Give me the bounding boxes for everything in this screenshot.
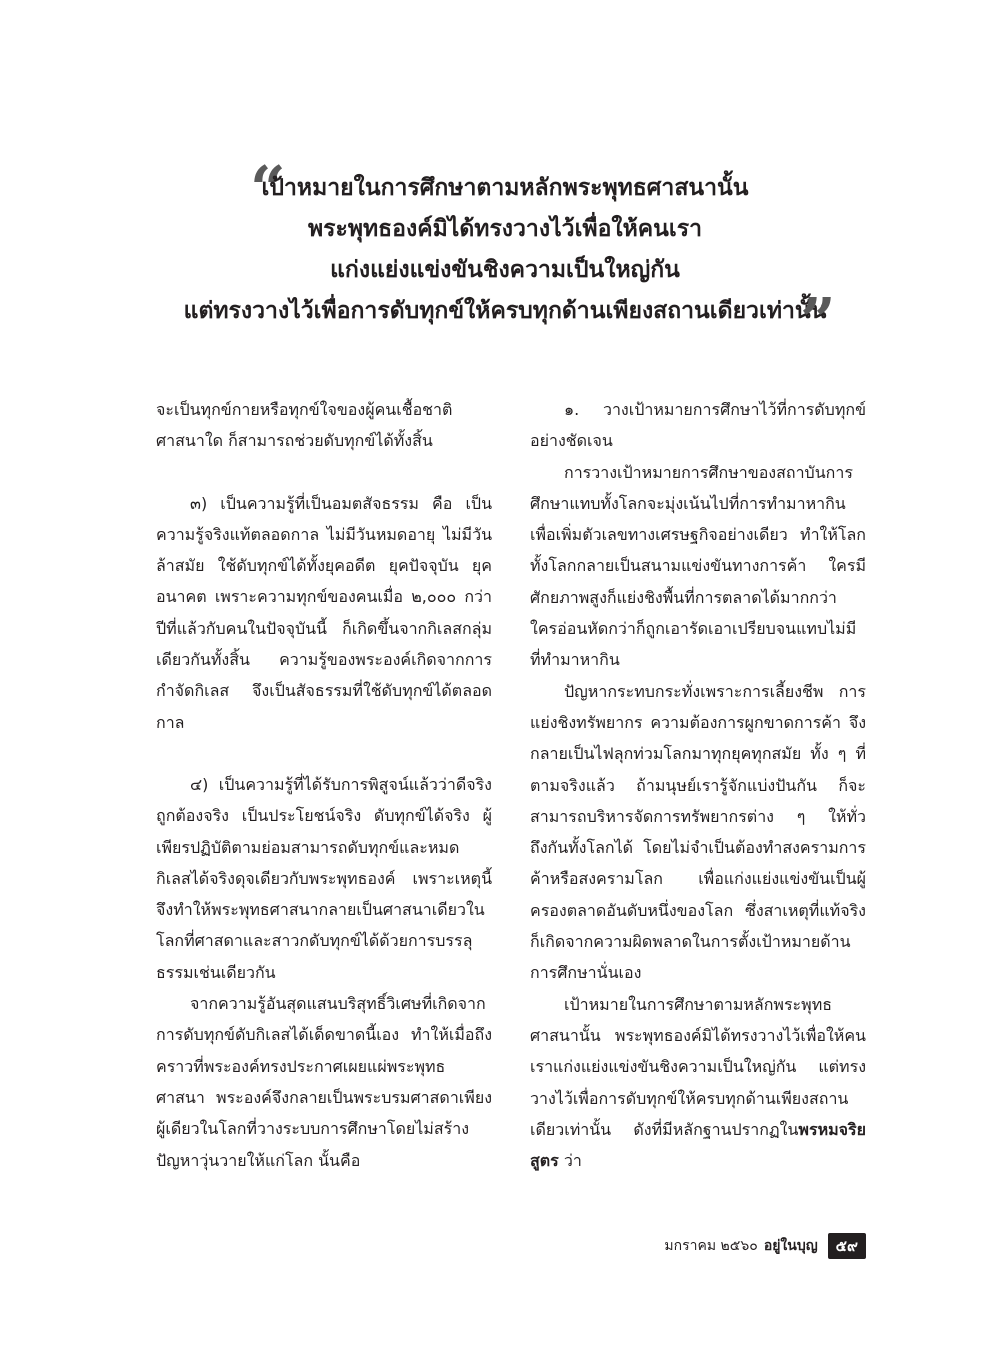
pull-quote-line: เป้าหมายในการศึกษาตามหลักพระพุทธศาสนานั้น: [261, 175, 749, 201]
page-footer: [620, 1233, 866, 1259]
pull-quote: [180, 168, 830, 332]
paragraph: ปัญหากระทบกระทั่งเพราะการเลี้ยงชีพ การแย่งชิงทรัพยากร ความต้องการผูกขาดการค้า จึงกลายเป็นไฟลุกท่วมโลกมาทุกยุคทุกสมัย ทั้ง ๆ ที่ตามจริงแล้ว ถ้ามนุษย์เรารู้จักแบ่งปันกัน ก็จะสามารถบริหารจัดการทรัพยากรต่าง ๆ ให้ทั่วถึงกันทั้งโลกได้ โดยไม่จำเป็นต้องทำสงครามการค้าหรือสงครามโลก เพื่อแก่งแย่งแข่งขันเป็นผู้ครองตลาดอันดับหนึ่งของโลก ซึ่งสาเหตุที่แท้จริงก็เกิดจากความผิดพลาดในการตั้งเป้าหมายด้านการศึกษานั่นเอง: [530, 681, 866, 983]
pull-quote-line: แก่งแย่งแข่งขันชิงความเป็นใหญ่กัน: [330, 257, 680, 283]
magazine-name: อยู่ในบุญ: [763, 1238, 818, 1254]
paragraph: ๑. วางเป้าหมายการศึกษาไว้ที่การดับทุกข์อย่างชัดเจน: [530, 400, 866, 451]
paragraph-text: เป้าหมายในการศึกษาตามหลักพระพุทธศาสนานั้น พระพุทธองค์มิได้ทรงวางไว้เพื่อให้คนเราแก่งแย่งแข่งขันชิงความเป็นใหญ่กัน แต่ทรงวางไว้เพื่อการดับทุกข์ให้ครบทุกด้านเพียงสถานเดียวเท่านั้น ดังที่มีหลักฐานปรากฏใน: [530, 994, 866, 1139]
page-number: ๕๙: [828, 1233, 866, 1259]
pull-quote-line: แต่ทรงวางไว้เพื่อการดับทุกข์ให้ครบทุกด้านเพียงสถานเดียวเท่านั้น: [183, 298, 827, 324]
paragraph: จะเป็นทุกข์กายหรือทุกข์ใจของผู้คนเชื้อชาติ ศาสนาใด ก็สามารถช่วยดับทุกข์ได้ทั้งสิ้น: [156, 400, 453, 451]
paragraph: การวางเป้าหมายการศึกษาของสถาบันการศึกษาแทบทั้งโลกจะมุ่งเน้นไปที่การทำมาหากินเพื่อเพิ่มตัวเลขทางเศรษฐกิจอย่างเดียว ทำให้โลกทั้งโลกกลายเป็นสนามแข่งขันทางการค้า ใครมีศักยภาพสูงก็แย่งชิงพื้นที่การตลาดได้มากกว่า ใครอ่อนหัดกว่าก็ถูกเอารัดเอาเปรียบจนแทบไม่มีที่ทำมาหากิน: [530, 462, 866, 670]
open-quote-mark: “: [250, 152, 286, 225]
paragraph: ๔) เป็นความรู้ที่ได้รับการพิสูจน์แล้วว่าดีจริง ถูกต้องจริง เป็นประโยชน์จริง ดับทุกข์ได้จริง ผู้เพียรปฏิบัติตามย่อมสามารถดับทุกข์และหมดกิเลสได้จริงดุจเดียวกับพระพุทธองค์ เพราะเหตุนี้จึงทำให้พระพุทธศาสนากลายเป็นศาสนาเดียวในโลกที่ศาสดาและสาวกดับทุกข์ได้ด้วยการบรรลุธรรมเช่นเดียวกัน: [156, 774, 492, 982]
paragraph: จากความรู้อันสุดแสนบริสุทธิ์วิเศษที่เกิดจากการดับทุกข์ดับกิเลสได้เด็ดขาดนี้เอง ทำให้เมื่อถึงคราวที่พระองค์ทรงประกาศเผยแผ่พระพุทธศาสนา พระองค์จึงกลายเป็นพระบรมศาสดาเพียงผู้เดียวในโลกที่วางระบบการศึกษาโดยไม่สร้างปัญหาวุ่นวายให้แก่โลก นั้นคือ: [156, 994, 492, 1170]
right-column: [530, 394, 866, 1176]
issue-date: มกราคม ๒๕๖๐: [664, 1238, 758, 1254]
pull-quote-line: พระพุทธองค์มิได้ทรงวางไว้เพื่อให้คนเรา: [307, 216, 703, 242]
close-quote-mark: ”: [800, 284, 836, 357]
paragraph-end: ว่า: [558, 1151, 582, 1171]
paragraph: [530, 989, 866, 1177]
sutta-name: พรหมจริยสูตร: [530, 1119, 866, 1171]
paragraph: ๓) เป็นความรู้ที่เป็นอมตสัจธรรม คือ เป็นความรู้จริงแท้ตลอดกาล ไม่มีวันหมดอายุ ไม่มีวันล้าสมัย ใช้ดับทุกข์ได้ทั้งยุคอดีต ยุคปัจจุบัน ยุคอนาคต เพราะความทุกข์ของคนเมื่อ ๒,๐๐๐ กว่าปีที่แล้วกับคนในปัจจุบันนี้ ก็เกิดขึ้นจากกิเลสกลุ่มเดียวกันทั้งสิ้น ความรู้ของพระองค์เกิดจากการกำจัดกิเลส จึงเป็นสัจธรรมที่ใช้ดับทุกข์ได้ตลอดกาล: [156, 493, 492, 732]
left-column: [156, 394, 492, 1176]
